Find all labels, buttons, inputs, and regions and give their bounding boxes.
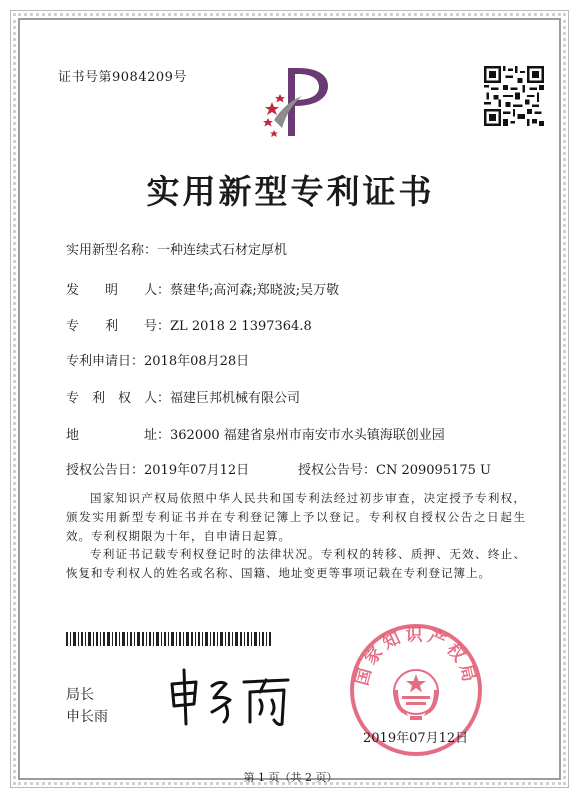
grant-date-row [66, 459, 249, 478]
address-value: 362000 福建省泉州市南安市水头镇海联创业园 [170, 428, 445, 443]
grant-number-value: CN 209095175 U [376, 463, 491, 478]
patent-number-row [66, 315, 312, 334]
signatory-name: 申长雨 [66, 709, 108, 725]
page-footer: 第 1 页（共 2 页） [243, 771, 338, 784]
legal-paragraph-1: 国家知识产权局依照中华人民共和国专利法经过初步审查，决定授予专利权，颁发实用新型专利证书并在专利登记簿上予以登记。专利权自授权公告之日起生效。专利权期限为十年，自申请日起算。 [66, 491, 526, 543]
address-label: 地 址： [66, 428, 171, 443]
utility-model-name-label: 实用新型名称： [66, 243, 158, 258]
inventor-row [66, 279, 339, 298]
filing-date-value: 2018年08月28日 [144, 354, 250, 369]
barcode [66, 632, 271, 646]
seal-date: 2019年07月12日 [363, 731, 469, 746]
grant-date-value: 2019年07月12日 [144, 463, 250, 478]
patentee-value: 福建巨邦机械有限公司 [170, 391, 301, 406]
qr-code [484, 66, 544, 126]
filing-date-label: 专利申请日： [66, 354, 145, 369]
certificate-title: 实用新型专利证书 [146, 172, 435, 211]
filing-date-row [66, 350, 249, 369]
patentee-label: 专 利 权 人： [66, 391, 171, 406]
grant-date-label: 授权公告日： [66, 463, 145, 478]
seal-text: 国家知识产权局 [352, 625, 480, 688]
patent-office-logo [258, 62, 330, 142]
grant-number-label: 授权公告号： [298, 463, 377, 478]
inventor-label: 发 明 人： [66, 283, 171, 298]
signatory-title: 局长 [66, 687, 94, 703]
legal-paragraph-2: 专利证书记载专利权登记时的法律状况。专利权的转移、质押、无效、终止、恢复和专利权人的姓名或名称、国籍、地址变更等事项记载在专利登记簿上。 [66, 547, 526, 580]
address-row [66, 424, 445, 443]
utility-model-name-row [66, 239, 287, 258]
grant-number-row [298, 459, 491, 478]
utility-model-name-value: 一种连续式石材定厚机 [157, 243, 288, 258]
handwritten-signature [160, 662, 300, 732]
patent-number-value: ZL 2018 2 1397364.8 [170, 319, 312, 334]
certificate-number: 证书号第9084209号 [58, 70, 187, 85]
patentee-row [66, 387, 300, 406]
inventor-value: 蔡建华;高河森;郑晓波;吴万敬 [170, 283, 340, 298]
patent-number-label: 专 利 号： [66, 319, 171, 334]
